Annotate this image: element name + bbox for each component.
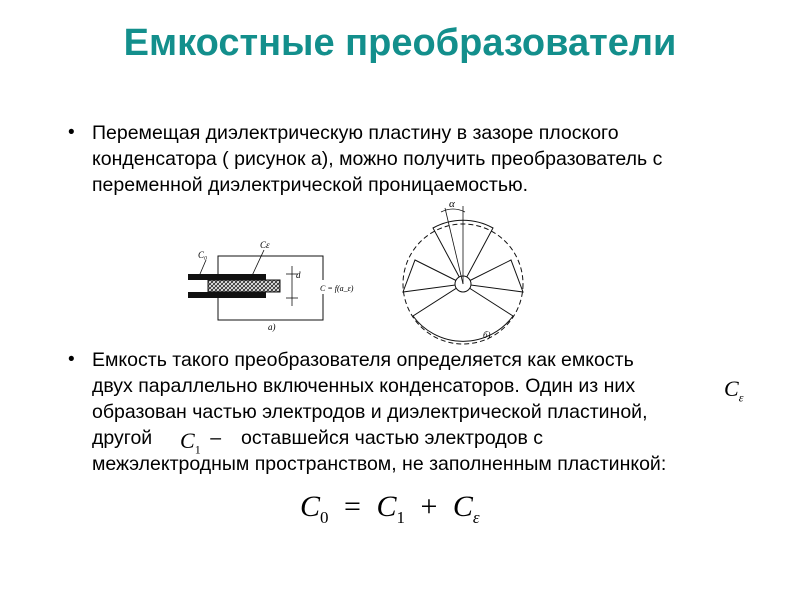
formula-eq: = (344, 490, 361, 523)
slide-title: Емкостные преобразователи (123, 22, 677, 64)
bullet-2-line-2: двух параллельно включенных конденсаторов. Один из них (92, 375, 636, 397)
c-formula-label: C = f(a_ε) (320, 284, 354, 293)
figure-a-label: а) (268, 322, 276, 332)
bullet-1-line-2: конденсатора ( рисунок а), можно получить преобразователь с (92, 148, 663, 170)
capacitance-formula (300, 490, 480, 528)
top-electrode (188, 274, 266, 280)
formula-ce: C (452, 490, 473, 523)
bullet-2-line-1: Емкость такого преобразователя определяется как емкость (92, 349, 634, 371)
figure-b-label: б) (483, 330, 491, 340)
inline-dash: – (210, 427, 222, 449)
bullet-1 (68, 120, 758, 198)
stator-right-cutout (463, 260, 523, 292)
bullet-2-line-5: межэлектродным пространством, не заполненным пластинкой: (92, 453, 667, 475)
alpha-label: α (449, 198, 455, 210)
inline-c-1: $C_1$ (180, 428, 201, 457)
bullet-2 (68, 347, 758, 477)
formula-ce-sub: ε (472, 508, 480, 527)
bullet-2-symbol: • (68, 349, 75, 370)
inline-c-epsilon: $C_\varepsilon$ (724, 376, 744, 405)
formula-c1: C (376, 490, 397, 523)
bullet-1-symbol: • (68, 122, 75, 143)
bullet-1-line-3: переменной диэлектрической проницаемостью. (92, 174, 529, 196)
formula-c0-sub: 0 (320, 508, 329, 527)
c0-label: C₀ (198, 250, 208, 260)
stator-left-cutout (403, 260, 463, 292)
ce-label: Cε (260, 240, 270, 250)
formula-c0: C (300, 490, 321, 523)
bullet-1-line-1: Перемещая диэлектрическую пластину в зазоре плоского (92, 122, 619, 144)
bullet-2-line-4a: другой (92, 427, 153, 449)
d-label: d (296, 270, 301, 280)
formula-c1-sub: 1 (396, 508, 405, 527)
bullet-2-line-4b: оставшейся частью электродов с (241, 427, 543, 449)
bullet-2-line-3: образован частью электродов и диэлектрической пластиной, (92, 401, 648, 423)
figure-a-flat-capacitor (178, 236, 368, 336)
formula-plus: + (420, 490, 438, 523)
bottom-electrode (188, 292, 266, 298)
figure-b-rotary-capacitor (385, 198, 545, 346)
dielectric-plate (208, 280, 280, 292)
